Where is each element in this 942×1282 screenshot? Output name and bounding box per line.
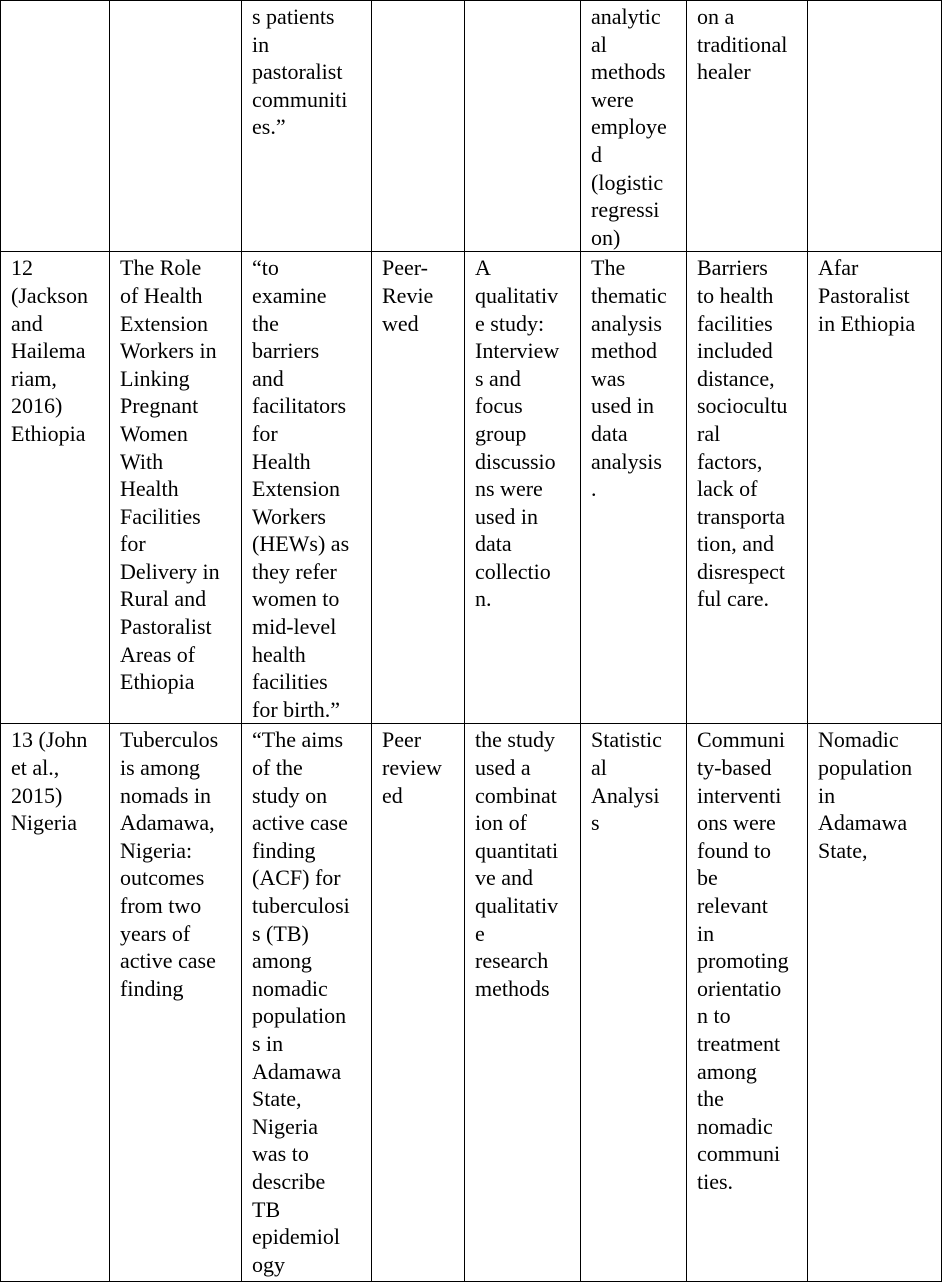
- study-cell: [1, 1, 110, 252]
- design-cell: A qualitativ e study: Interview s and focus group discussio ns were used in data collectio n.: [465, 252, 581, 724]
- study-cell: 13 (John et al., 2015) Nigeria: [1, 724, 110, 1282]
- design-cell: [465, 1, 581, 252]
- source-type-cell: Peer- Revie wed: [372, 252, 465, 724]
- table-row: [1, 724, 942, 1282]
- source-type-cell: [372, 1, 465, 252]
- title-cell: [110, 1, 242, 252]
- aim-cell: “to examine the barriers and facilitators for Health Extension Workers (HEWs) as they refer women to mid-level health facilities for birth.”: [242, 252, 372, 724]
- aim-cell: s patients in pastoralist communiti es.”: [242, 1, 372, 252]
- source-type-cell: Peer review ed: [372, 724, 465, 1282]
- population-cell: Afar Pastoralist in Ethiopia: [808, 252, 942, 724]
- population-cell: [808, 1, 942, 252]
- table-row: [1, 1, 942, 252]
- analysis-cell: Statistic al Analysi s: [581, 724, 687, 1282]
- title-cell: The Role of Health Extension Workers in Linking Pregnant Women With Health Facilities for Delivery in Rural and Pastoralist Areas of Ethiopia: [110, 252, 242, 724]
- design-cell: the study used a combinat ion of quantitati ve and qualitativ e research methods: [465, 724, 581, 1282]
- study-cell: 12 (Jackson and Hailema riam, 2016) Ethiopia: [1, 252, 110, 724]
- aim-cell: “The aims of the study on active case finding (ACF) for tuberculosi s (TB) among nomadic population s in Adamawa State, Nigeria was to describe TB epidemiol ogy: [242, 724, 372, 1282]
- table-row: [1, 252, 942, 724]
- title-cell: Tuberculos is among nomads in Adamawa, Nigeria: outcomes from two years of active case finding: [110, 724, 242, 1282]
- analysis-cell: The thematic analysis method was used in data analysis .: [581, 252, 687, 724]
- findings-cell: Communi ty-based interventi ons were found to be relevant in promoting orientatio n to treatment among the nomadic communi ties.: [687, 724, 808, 1282]
- population-cell: Nomadic population in Adamawa State,: [808, 724, 942, 1282]
- analysis-cell: analytic al methods were employe d (logistic regressi on): [581, 1, 687, 252]
- findings-cell: on a traditional healer: [687, 1, 808, 252]
- findings-cell: Barriers to health facilities included distance, sociocultu ral factors, lack of transporta tion, and disrespect ful care.: [687, 252, 808, 724]
